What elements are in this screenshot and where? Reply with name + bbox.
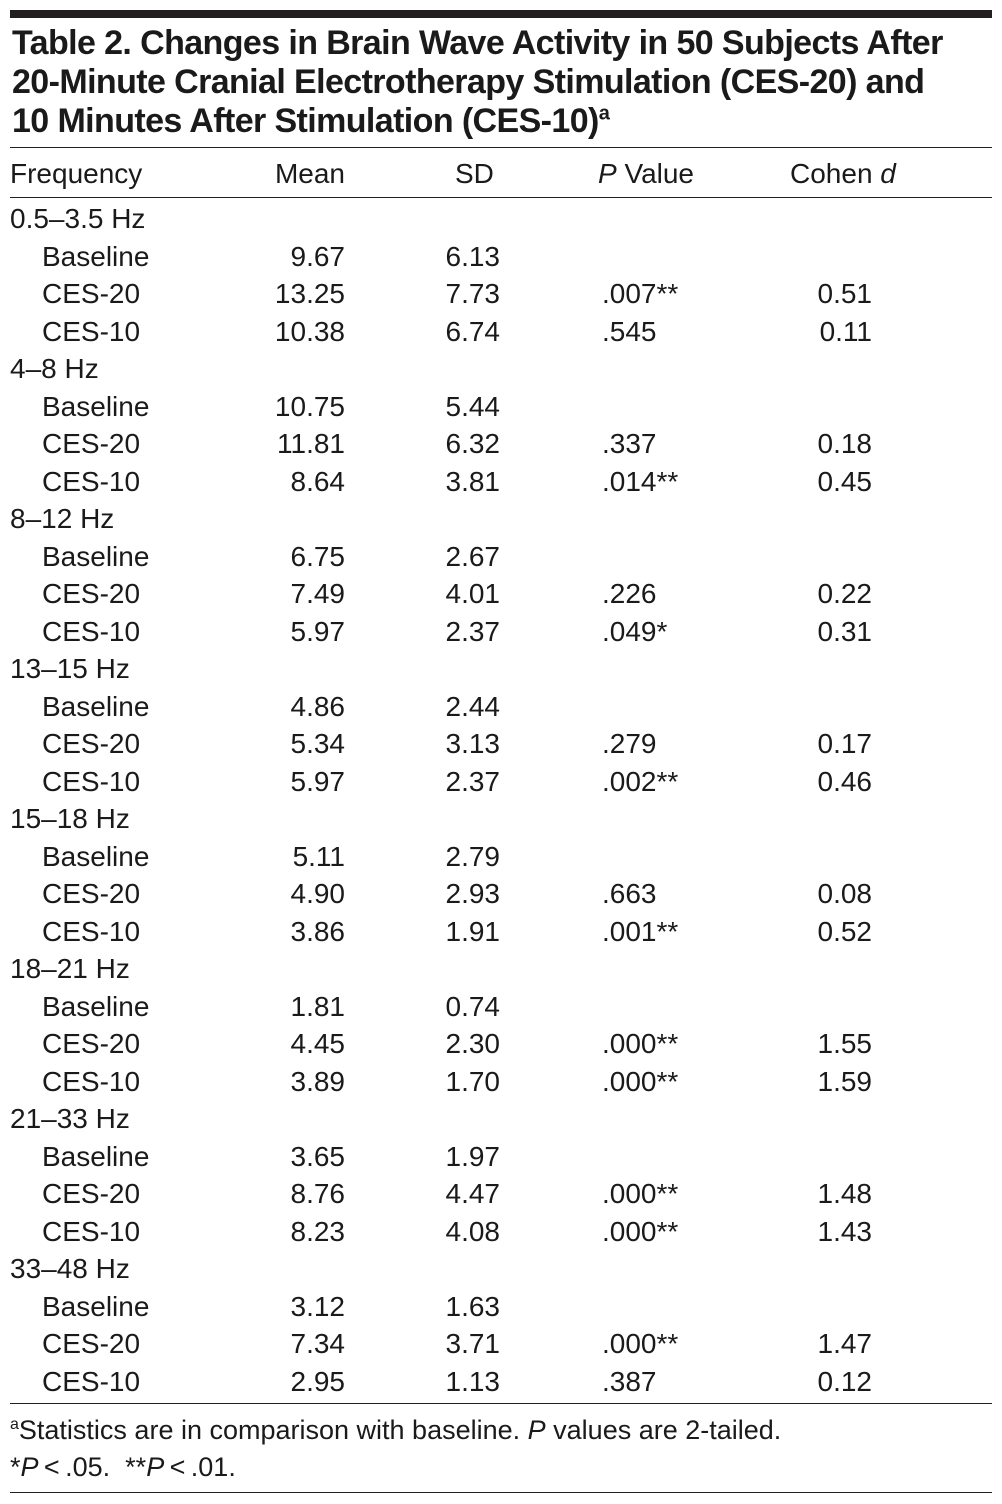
title-line-3 (12, 102, 992, 141)
mean-cell: 3.65 (290, 1140, 345, 1172)
mean-cell: 11.81 (277, 428, 345, 459)
mean-cell: 5.97 (290, 615, 345, 647)
sd-cell: 1.70 (445, 1065, 500, 1097)
row-label: CES-10 (42, 1215, 141, 1247)
row-label: Baseline (42, 990, 150, 1022)
group-label: 4–8 Hz (10, 353, 99, 384)
p-italic: P (598, 158, 617, 189)
table-row (0, 763, 1002, 801)
footnote-a-text-1: Statistics are in comparison with baseline. (18, 1415, 528, 1445)
row-label: CES-10 (42, 1065, 141, 1097)
column-header-cohen-d (790, 152, 896, 196)
group-row (0, 650, 1002, 688)
mean-cell: 3.89 (290, 1065, 345, 1097)
table-row (0, 575, 1002, 613)
sd-cell: 0.74 (445, 990, 500, 1022)
row-label: Baseline (42, 390, 150, 422)
sd-cell: 3.13 (445, 728, 500, 759)
sd-cell: 6.74 (445, 315, 500, 347)
table-row (0, 1138, 1002, 1176)
row-label: CES-10 (42, 765, 141, 797)
mean-cell: 4.86 (290, 690, 345, 722)
group-label: 15–18 Hz (10, 803, 130, 834)
table-row (0, 688, 1002, 726)
mean-cell: 7.34 (290, 1328, 345, 1359)
cohen-d-cell: 0.12 (817, 1365, 872, 1397)
sd-cell: 2.37 (445, 615, 500, 647)
p-value-cell: .226 (602, 578, 657, 609)
p-value-label: Value (616, 158, 695, 189)
sig1-p: P (20, 1452, 39, 1482)
sd-cell: 2.30 (445, 1028, 500, 1059)
row-label: CES-20 (42, 578, 141, 609)
p-value-cell: .014** (602, 465, 679, 497)
row-label: Baseline (42, 1290, 150, 1322)
table-row (0, 388, 1002, 426)
table-row (0, 1363, 1002, 1401)
sd-cell: 2.79 (445, 840, 500, 872)
row-label: CES-10 (42, 465, 141, 497)
table-row (0, 875, 1002, 913)
row-label: Baseline (42, 1140, 150, 1172)
mean-cell: 8.64 (290, 465, 345, 497)
row-label: Baseline (42, 840, 150, 872)
row-label: CES-10 (42, 615, 141, 647)
p-value-cell: .001** (602, 915, 679, 947)
footnote-a (10, 1412, 990, 1449)
p-value-cell: .387 (602, 1365, 657, 1397)
sd-cell: 2.93 (445, 878, 500, 909)
row-label: CES-20 (42, 278, 141, 309)
mean-cell: 9.67 (290, 240, 345, 272)
cohen-d-cell: 0.51 (817, 278, 872, 309)
group-label: 8–12 Hz (10, 503, 115, 534)
table-bottom-rule (10, 1403, 992, 1404)
sd-cell: 4.01 (445, 578, 500, 609)
table-row (0, 1288, 1002, 1326)
group-label: 18–21 Hz (10, 953, 130, 984)
p-value-cell: .663 (602, 878, 657, 909)
row-label: Baseline (42, 540, 150, 572)
footnote-bottom-rule (10, 1492, 992, 1493)
mean-cell: 5.11 (292, 840, 345, 872)
mean-cell: 13.25 (274, 278, 345, 309)
sd-cell: 6.32 (445, 428, 500, 459)
cohen-d-cell: 1.55 (817, 1028, 872, 1059)
cohen-d-cell: 0.18 (817, 428, 872, 459)
row-label: CES-20 (42, 728, 141, 759)
mean-cell: 3.86 (290, 915, 345, 947)
cohen-d-cell: 0.08 (817, 878, 872, 909)
sig2-p: P (146, 1452, 165, 1482)
cohen-d-cell: 0.11 (819, 315, 872, 347)
table-row (0, 1175, 1002, 1213)
sd-cell: 1.13 (445, 1365, 500, 1397)
table-body (0, 200, 1002, 1400)
mean-cell: 4.90 (290, 878, 345, 909)
mean-cell: 8.23 (290, 1215, 345, 1247)
table-title (12, 24, 992, 141)
row-label: CES-10 (42, 915, 141, 947)
sd-cell: 4.47 (445, 1178, 500, 1209)
footnote-a-text-2: values are 2-tailed. (545, 1415, 782, 1445)
mean-cell: 6.75 (290, 540, 345, 572)
column-header-sd: SD (455, 158, 494, 189)
table-row (0, 1213, 1002, 1251)
table-footnotes (10, 1412, 990, 1486)
group-row (0, 500, 1002, 538)
group-label: 33–48 Hz (10, 1253, 130, 1284)
group-label: 0.5–3.5 Hz (10, 203, 146, 234)
group-row (0, 350, 1002, 388)
mean-cell: 10.75 (274, 390, 345, 422)
table-row (0, 1063, 1002, 1101)
column-header-row (0, 152, 1002, 196)
sd-cell: 7.73 (445, 278, 500, 309)
title-line-1: Table 2. Changes in Brain Wave Activity in 50 Subjects After (12, 24, 943, 62)
row-label: CES-20 (42, 428, 141, 459)
footnote-a-italic: P (527, 1415, 546, 1445)
p-value-cell: .000** (602, 1178, 679, 1209)
footnote-significance (10, 1449, 990, 1486)
cohen-d-cell: 0.46 (817, 765, 872, 797)
row-label: CES-20 (42, 1328, 141, 1359)
mean-cell: 8.76 (290, 1178, 345, 1209)
cohen-label: Cohen (790, 158, 881, 189)
table-row (0, 275, 1002, 313)
row-label: CES-10 (42, 1365, 141, 1397)
table-row (0, 838, 1002, 876)
group-row (0, 200, 1002, 238)
group-label: 21–33 Hz (10, 1103, 130, 1134)
sd-cell: 2.44 (445, 690, 500, 722)
table-row (0, 238, 1002, 276)
cohen-d-cell: 0.52 (817, 915, 872, 947)
title-footnote-marker: a (598, 102, 610, 125)
table-row (0, 463, 1002, 501)
cohen-d-cell: 0.22 (817, 578, 872, 609)
table-row (0, 313, 1002, 351)
p-value-cell: .049* (602, 615, 668, 647)
sd-cell: 2.37 (445, 765, 500, 797)
table-row (0, 538, 1002, 576)
header-bottom-rule (10, 197, 992, 198)
top-rule (10, 10, 992, 18)
table-row (0, 425, 1002, 463)
title-line-2: 20-Minute Cranial Electrotherapy Stimulation (CES-20) and (12, 63, 925, 101)
column-header-p-value (598, 152, 694, 196)
mean-cell: 7.49 (290, 578, 345, 609)
table-row (0, 988, 1002, 1026)
row-label: Baseline (42, 690, 150, 722)
row-label: Baseline (42, 240, 150, 272)
sd-cell: 4.08 (445, 1215, 500, 1247)
row-label: CES-20 (42, 1178, 141, 1209)
group-row (0, 1250, 1002, 1288)
footnote-a-marker: a (10, 1416, 19, 1433)
p-value-cell: .000** (602, 1028, 679, 1059)
p-value-cell: .000** (602, 1215, 679, 1247)
sd-cell: 2.67 (445, 540, 500, 572)
sd-cell: 1.63 (445, 1290, 500, 1322)
cohen-d-cell: 1.43 (817, 1215, 872, 1247)
group-row (0, 1100, 1002, 1138)
header-top-rule (10, 147, 992, 148)
mean-cell: 5.34 (290, 728, 345, 759)
cohen-d-cell: 0.45 (817, 465, 872, 497)
mean-cell: 10.38 (274, 315, 345, 347)
table-row (0, 613, 1002, 651)
p-value-cell: .545 (602, 315, 657, 347)
mean-cell: 1.81 (290, 990, 345, 1022)
p-value-cell: .007** (602, 278, 679, 309)
sig1-star: * (10, 1452, 21, 1482)
group-row (0, 950, 1002, 988)
sd-cell: 6.13 (445, 240, 500, 272)
sig1-rest: < .05. (38, 1452, 111, 1482)
p-value-cell: .000** (602, 1328, 679, 1359)
row-label: CES-20 (42, 1028, 141, 1059)
cohen-d-cell: 0.31 (817, 615, 872, 647)
sig2-star: ** (125, 1452, 147, 1482)
d-italic: d (880, 158, 896, 189)
sd-cell: 5.44 (445, 390, 500, 422)
group-label: 13–15 Hz (10, 653, 130, 684)
cohen-d-cell: 1.47 (817, 1328, 872, 1359)
column-header-mean: Mean (274, 158, 345, 189)
sig2-rest: < .01. (164, 1452, 236, 1482)
column-header-frequency: Frequency (10, 158, 143, 189)
title-line-3-text: 10 Minutes After Stimulation (CES-10) (12, 102, 599, 140)
row-label: CES-20 (42, 878, 141, 909)
mean-cell: 2.95 (290, 1365, 345, 1397)
sd-cell: 1.97 (445, 1140, 500, 1172)
table-row (0, 725, 1002, 763)
p-value-cell: .002** (602, 765, 679, 797)
table-row (0, 913, 1002, 951)
p-value-cell: .337 (602, 428, 657, 459)
mean-cell: 4.45 (290, 1028, 345, 1059)
cohen-d-cell: 0.17 (817, 728, 872, 759)
mean-cell: 3.12 (290, 1290, 345, 1322)
p-value-cell: .000** (602, 1065, 679, 1097)
cohen-d-cell: 1.48 (817, 1178, 872, 1209)
table-row (0, 1025, 1002, 1063)
table-row (0, 1325, 1002, 1363)
group-row (0, 800, 1002, 838)
sd-cell: 3.71 (445, 1328, 500, 1359)
row-label: CES-10 (42, 315, 141, 347)
cohen-d-cell: 1.59 (817, 1065, 872, 1097)
mean-cell: 5.97 (290, 765, 345, 797)
sd-cell: 1.91 (445, 915, 500, 947)
p-value-cell: .279 (602, 728, 657, 759)
sd-cell: 3.81 (445, 465, 500, 497)
